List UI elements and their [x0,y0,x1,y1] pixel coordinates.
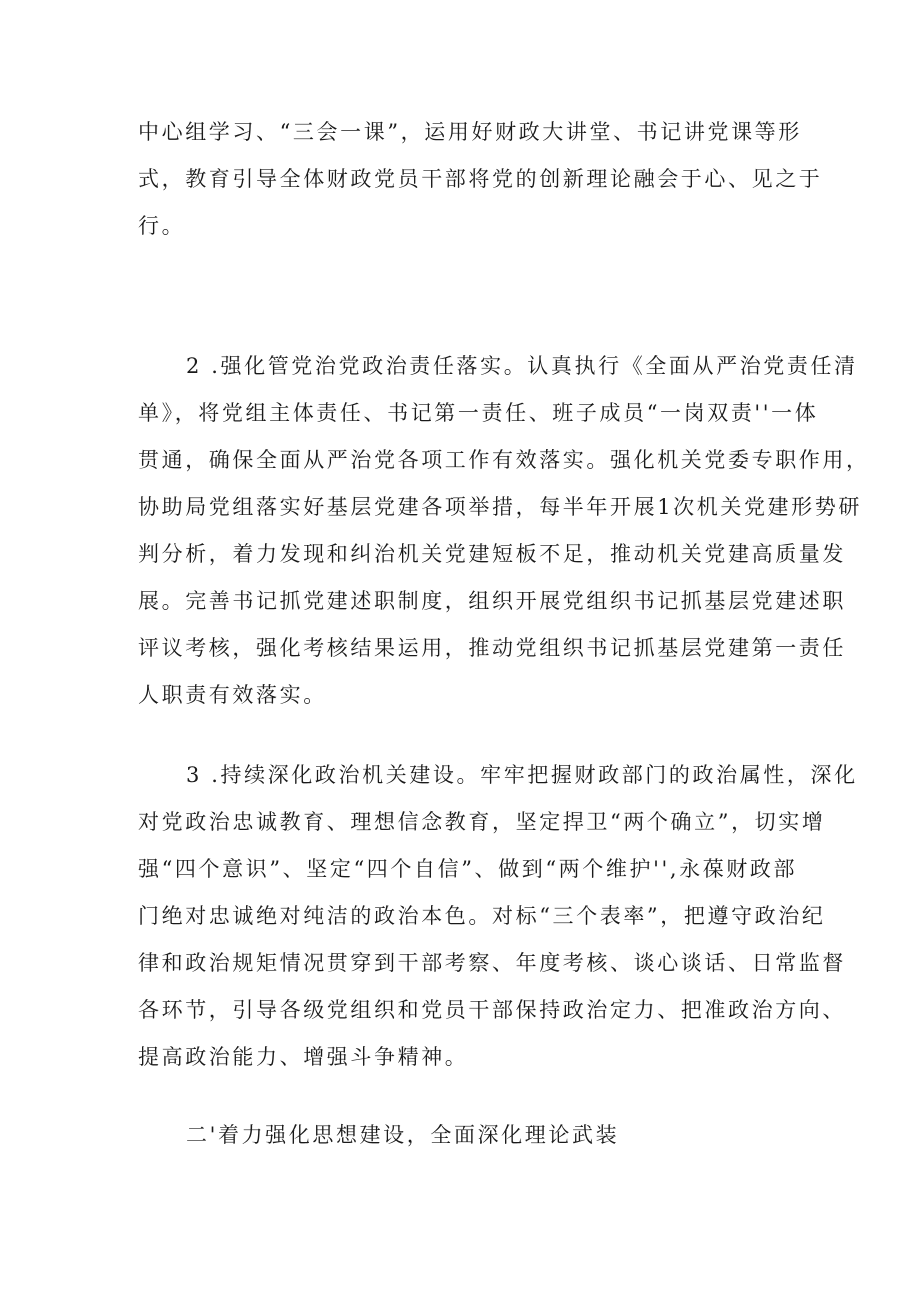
paragraph-3-line-6: 各环节，引导各级党组织和党员干部保持政治定力、把准政治方向、 [138,998,846,1022]
paragraph-1-line-1: 中心组学习、“三会一课”，运用好财政大讲堂、书记讲党课等形 [138,120,802,144]
paragraph-3-line-2: 对党政治忠诚教育、理想信念教育，坚定捍卫“两个确立”，切实增 [138,810,826,834]
paragraph-2-line-6: 展。完善书记抓党建述职制度，组织开展党组织书记抓基层党建述职 [138,589,846,613]
paragraph-2-line-5: 判分析，着力发现和纠治机关党建短板不足，推动机关党建高质量发 [138,542,846,566]
paragraph-1-line-2: 式，教育引导全体财政党员干部将党的创新理论融会于心、见之于 [138,167,823,191]
paragraph-3-line-7: 提高政治能力、增强斗争精神。 [138,1045,469,1069]
paragraph-3-line-4: 门绝对忠诚绝对纯洁的政治本色。对标“三个表率”，把遵守政治纪 [138,904,826,928]
section-heading-2: 二'着力强化思想建设，全面深化理论武装 [186,1123,620,1147]
paragraph-3-line-5: 律和政治规矩情况贯穿到干部考察、年度考核、谈心谈话、日常监督 [138,951,846,975]
paragraph-3-line-3: 强“四个意识”、坚定“四个自信”、做到“两个维护'',永葆财政部 [138,857,798,881]
paragraph-2-line-7: 评议考核，强化考核结果运用，推动党组织书记抓基层党建第一责任 [138,636,846,660]
paragraph-2-line-8: 人职责有效落实。 [138,683,327,707]
paragraph-2-line-4: 协助局党组落实好基层党建各项举措，每半年开展1次机关党建形势研 [138,495,862,519]
paragraph-2-line-1: 2 .强化管党治党政治责任落实。认真执行《全面从严治党责任清 [186,354,858,378]
paragraph-3-line-1: 3 .持续深化政治机关建设。牢牢把握财政部门的政治属性，深化 [186,763,858,787]
paragraph-1-line-3: 行。 [138,214,186,238]
paragraph-2-line-2: 单》，将党组主体责任、书记第一责任、班子成员“一岗双责''一体 [138,401,819,425]
paragraph-2-line-3: 贯通，确保全面从严治党各项工作有效落实。强化机关党委专职作用， [138,448,870,472]
